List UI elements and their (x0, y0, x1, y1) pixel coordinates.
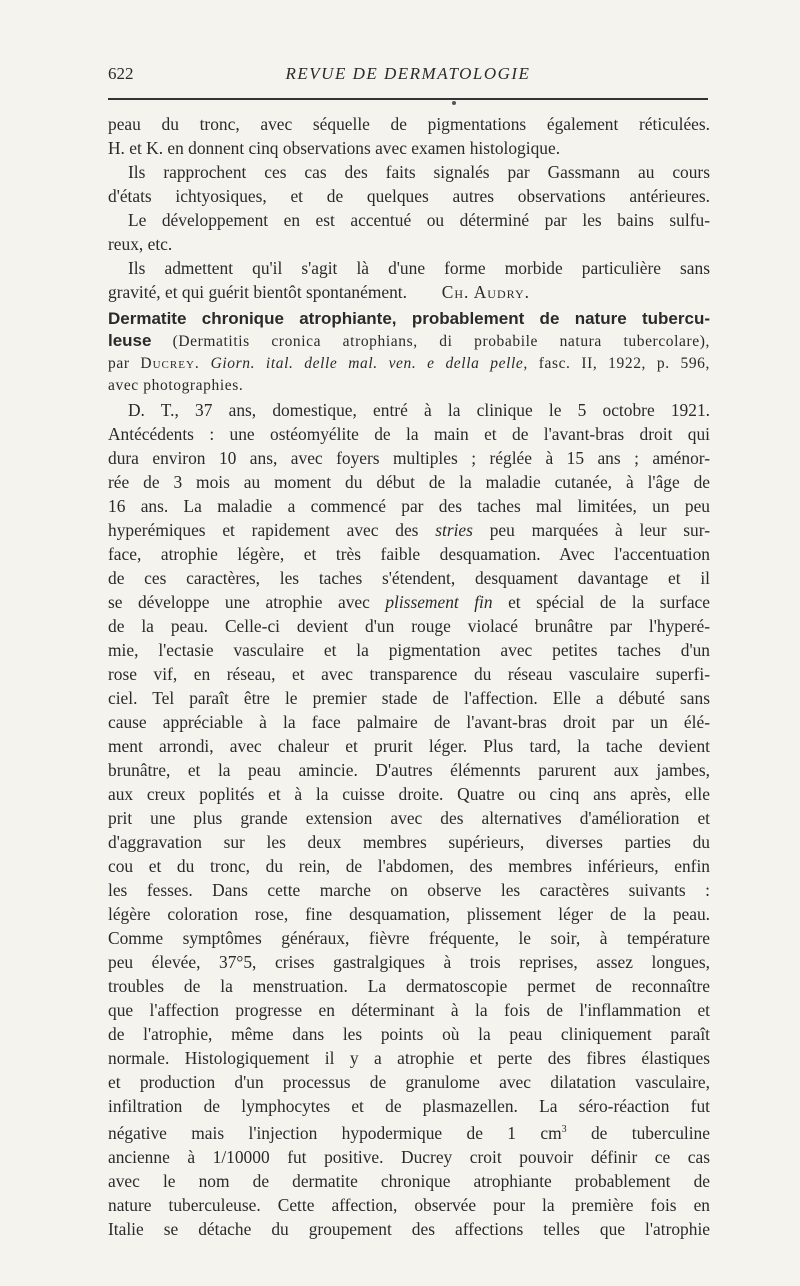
text-line: infiltration de lymphocytes et de plasmazellen. La séro-réaction fut (108, 1096, 710, 1116)
text-line: H. et K. en donnent cinq observations avec examen histologique. (108, 138, 561, 158)
text-line: aux creux poplités et à la cuisse droite. Quatre ou cinq ans après, elle (108, 784, 710, 804)
header-rule (108, 98, 708, 100)
page-header (108, 64, 708, 90)
text-line: de ces caractères, les taches s'étendent, desquament davantage et il (108, 568, 710, 588)
article-title-cont: leuse (Dermatitis cronica atrophians, di probabile natura tubercolare), (108, 331, 711, 350)
text-line: se développe une atrophie avec plissement fin et spécial de la surface (108, 592, 710, 612)
rule-mark (452, 101, 456, 105)
text-line: reux, etc. (108, 234, 173, 254)
text-line: de l'atrophie, même dans les points où la peau cliniquement paraît (108, 1024, 710, 1044)
text-line: prit une plus grande extension avec des alternatives d'amélioration et (108, 808, 710, 828)
article-title: Dermatite chronique atrophiante, probablement de nature tubercu- (108, 309, 710, 328)
page-number: 622 (108, 64, 134, 83)
text-line: dura environ 10 ans, avec foyers multiples ; réglée à 15 ans ; aménor- (108, 448, 710, 468)
text-line: mie, l'ectasie vasculaire et la pigmentation avec petites taches d'un (108, 640, 710, 660)
text-line: Antécédents : une ostéomyélite de la main et de l'avant-bras droit qui (108, 424, 710, 444)
text-line: brunâtre, et la peau amincie. D'autres élémennts parurent aux jambes, (108, 760, 710, 780)
text-line: ciel. Tel paraît être le premier stade de l'affection. Elle a débuté sans (108, 688, 710, 708)
text-line: Ils admettent qu'il s'agit là d'une forme morbide particulière sans (128, 258, 710, 278)
article-body (108, 398, 710, 1241)
text-line: ancienne à 1/10000 fut positive. Ducrey croit pouvoir définir ce cas (108, 1146, 710, 1167)
text-line: ment arrondi, avec chaleur et prurit léger. Plus tard, la tache devient (108, 736, 710, 756)
text-line: gravité, et qui guérit bientôt spontanément. Ch. Audry. (108, 282, 530, 302)
text-line: peau du tronc, avec séquelle de pigmentations également réticulées. (108, 114, 710, 134)
text-line: D. T., 37 ans, domestique, entré à la clinique le 5 octobre 1921. (128, 400, 710, 420)
text-line: cou et du tronc, du rein, de l'abdomen, des membres inférieurs, enfin (108, 856, 710, 876)
text-line: peu élevée, 37°5, crises gastralgiques à trois reprises, assez longues, (108, 952, 710, 972)
text-line: de la peau. Celle-ci devient d'un rouge violacé brunâtre par l'hyperé- (108, 616, 710, 636)
text-line: que l'affection progresse en déterminant à la fois de l'inflammation et (108, 1000, 710, 1020)
previous-review (108, 112, 710, 304)
reviewer-signature: Ch. Audry. (441, 282, 530, 302)
journal-name: Giorn. ital. delle mal. ven. e della pelle, (210, 355, 528, 372)
text-line: Comme symptômes généraux, fièvre fréquente, le soir, à température (108, 928, 710, 948)
text-line: Le développement en est accentué ou déterminé par les bains sulfu- (128, 210, 710, 230)
text-line: légère coloration rose, fine desquamation, plissement léger de la peau. (108, 904, 710, 924)
text-line: Ils rapprochent ces cas des faits signalés par Gassmann au cours (128, 162, 710, 182)
text-line: Italie se détache du groupement des affections telles que l'atrophie (108, 1218, 710, 1239)
text-line: troubles de la menstruation. La dermatoscopie permet de reconnaître (108, 976, 710, 996)
text-line: nature tuberculeuse. Cette affection, observée pour la première fois en (108, 1194, 710, 1215)
article-heading (108, 308, 710, 397)
text-line: rée de 3 mois au moment du début de la maladie cutanée, à l'âge de (108, 472, 710, 492)
article-citation: par Ducrey. Giorn. ital. delle mal. ven. e della pelle, fasc. II, 1922, p. 596, (108, 355, 711, 372)
text-line: négative mais l'injection hypodermique de 1 $cm^3$ de tuberculine (108, 1122, 710, 1143)
text-line: rose vif, en réseau, et avec transparence du réseau vasculaire superfi- (108, 664, 710, 684)
article-note: avec photographies. (108, 377, 244, 394)
text-line: d'aggravation sur les deux membres supérieurs, diverses parties du (108, 832, 710, 852)
text-line: avec le nom de dermatite chronique atrophiante probablement de (108, 1170, 710, 1191)
text-line: d'états ichtyosiques, et de quelques autres observations antérieures. (108, 186, 710, 206)
text-line: normale. Histologiquement il y a atrophie et perte des fibres élastiques (108, 1048, 710, 1068)
text-line: 16 ans. La maladie a commencé par des taches mal limitées, un peu (108, 496, 710, 516)
text-line: hyperémiques et rapidement avec des stries peu marquées à leur sur- (108, 520, 710, 540)
text-line: face, atrophie légère, et très faible desquamation. Avec l'accentuation (108, 544, 710, 564)
text-line: cause appréciable à la face palmaire de l'avant-bras droit par un élé- (108, 712, 710, 732)
text-line: et production d'un processus de granulome avec dilatation vasculaire, (108, 1072, 710, 1092)
author-name: Ducrey. (140, 355, 200, 372)
text-line: les fesses. Dans cette marche on observe les caractères suivants : (108, 880, 710, 900)
running-title: REVUE DE DERMATOLOGIE (285, 64, 531, 83)
